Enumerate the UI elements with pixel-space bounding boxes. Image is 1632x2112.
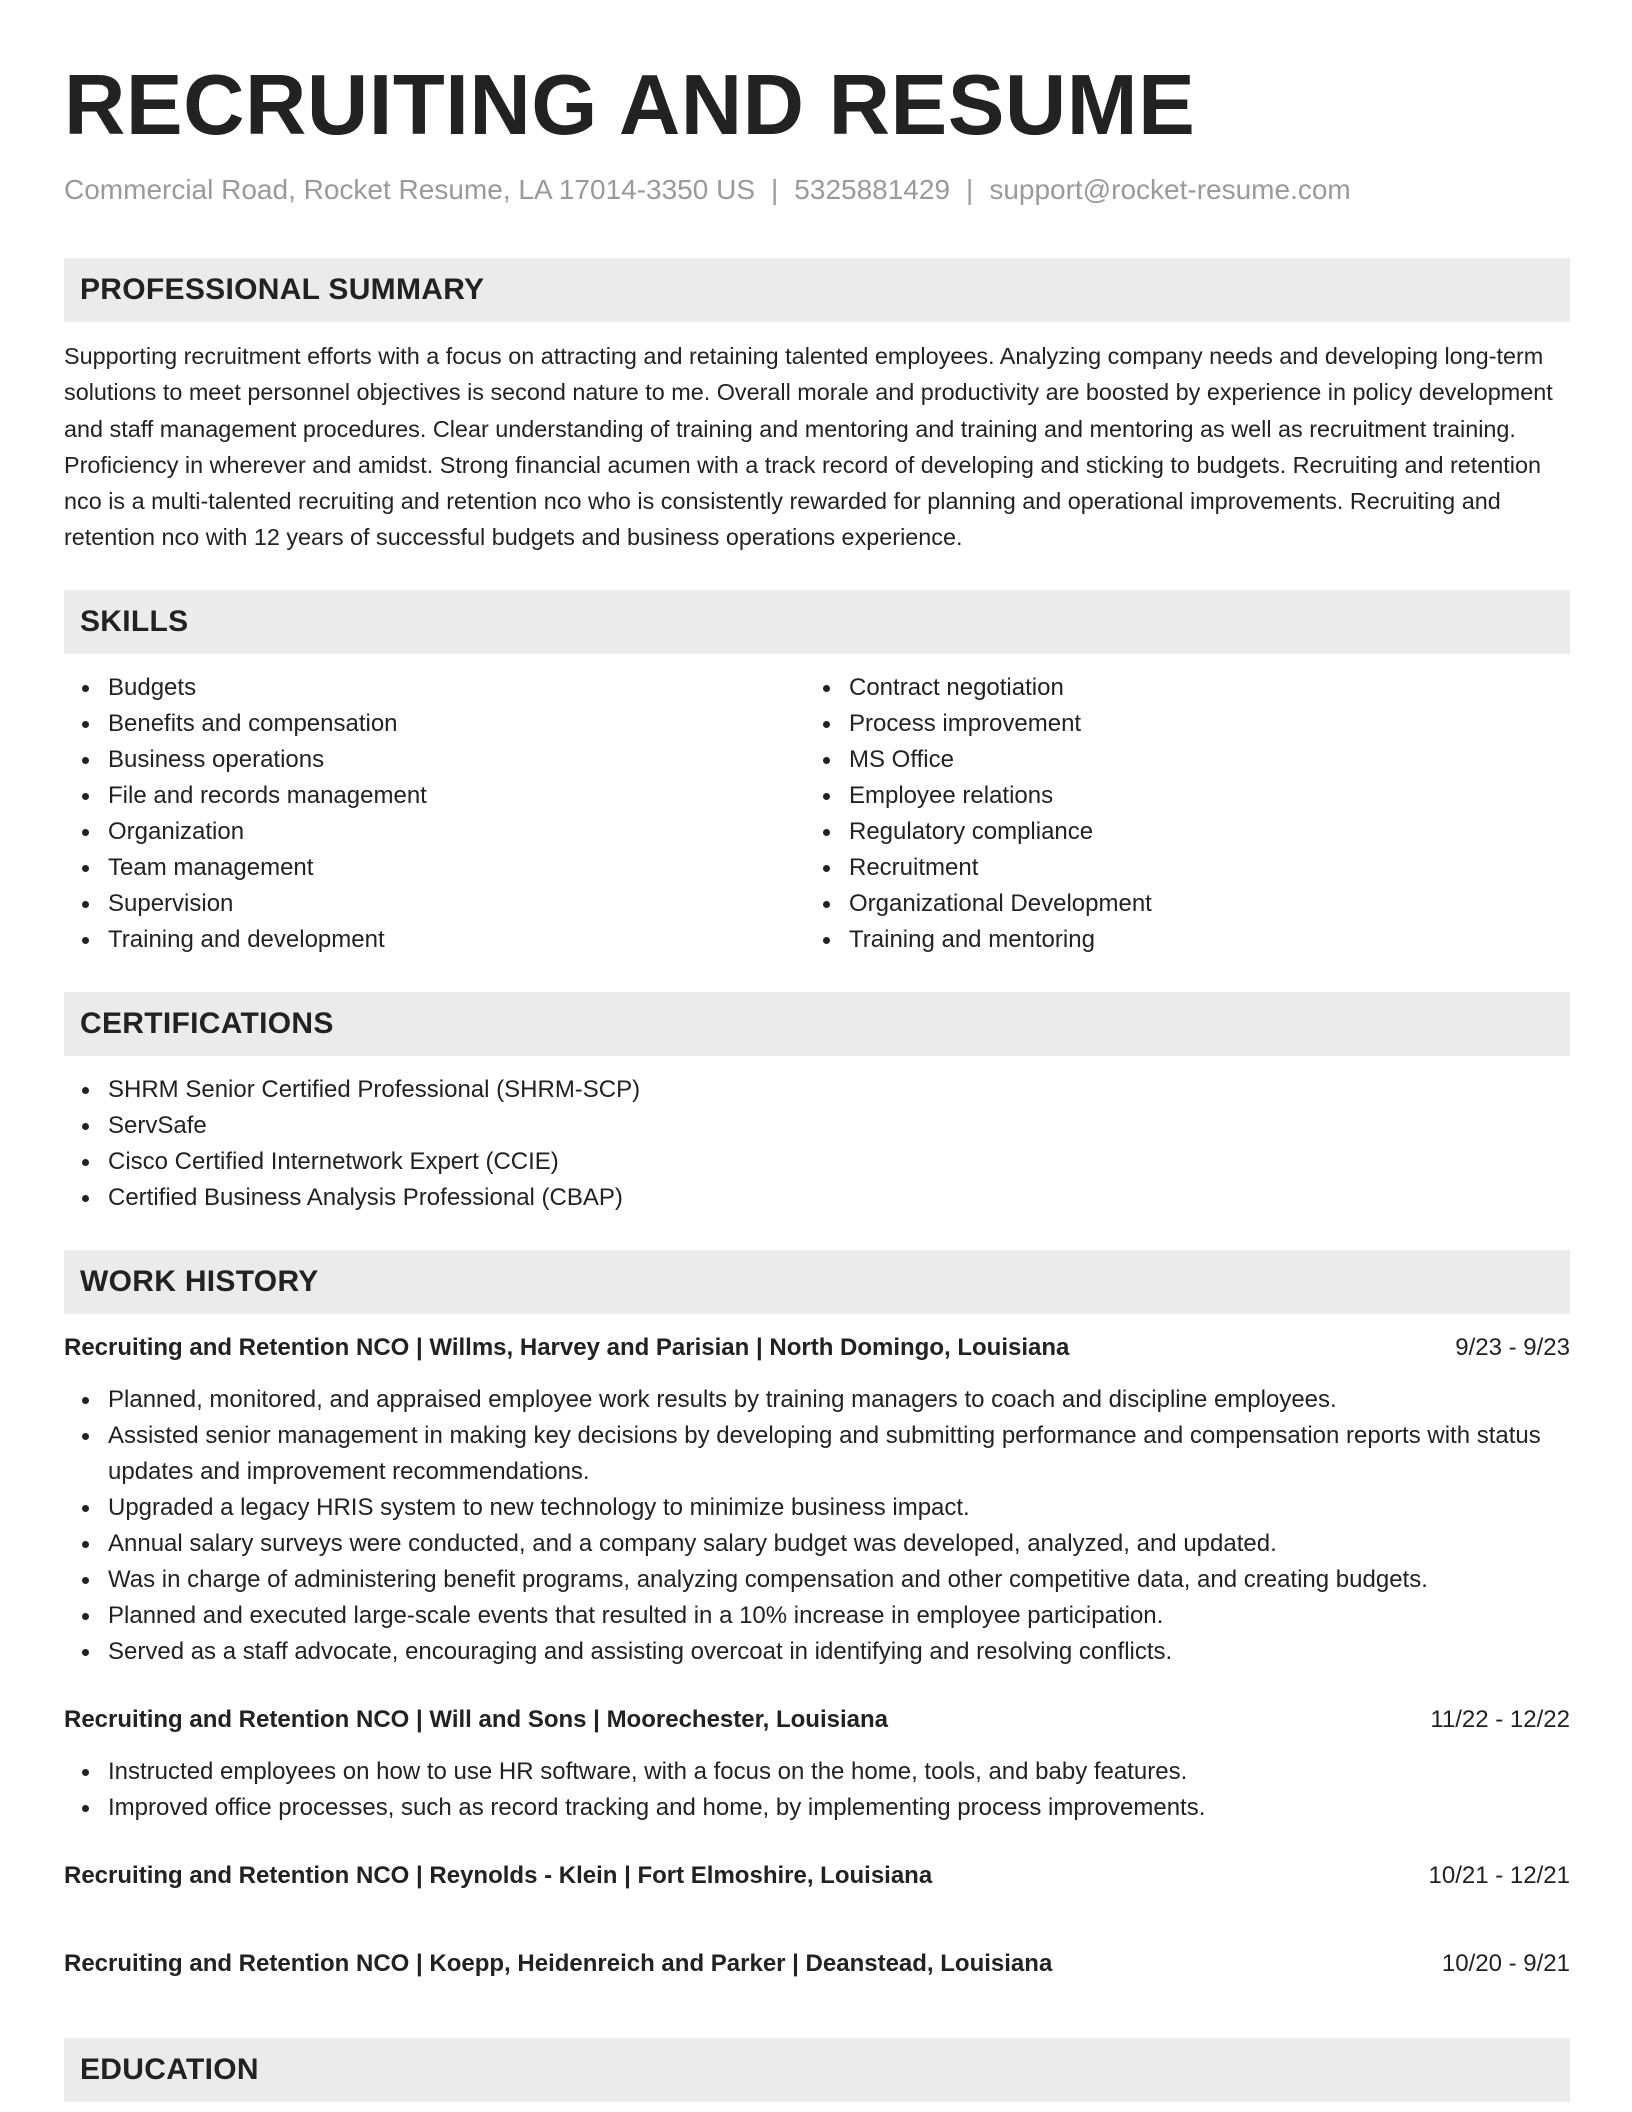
skills-heading: SKILLS	[64, 590, 1570, 654]
skill-item: Organization	[64, 814, 805, 850]
skills-list	[64, 670, 1570, 958]
contact-email[interactable]: support@rocket-resume.com	[989, 174, 1351, 205]
skills-column-right	[805, 670, 1546, 958]
skill-item: Team management	[64, 850, 805, 886]
skill-item: Regulatory compliance	[805, 814, 1546, 850]
skill-item: Contract negotiation	[805, 670, 1546, 706]
job-title: Recruiting and Retention NCO | Reynolds - Klein | Fort Elmoshire, Louisiana	[64, 1861, 933, 1889]
summary-text: Supporting recruitment efforts with a focus on attracting and retaining talented employees. Analyzing company needs and developing long-term solutions to meet personnel objectives is second nature to me. Overall morale and productivity are boosted by experience in policy development and staff management procedures. Clear understanding of training and mentoring and training and mentoring as well as recruitment training. Proficiency in wherever and amidst. Strong financial acumen with a track record of developing and sticking to budgets. Recruiting and retention nco is a multi-talented recruiting and retention nco who is consistently rewarded for planning and operational improvements. Recruiting and retention nco with 12 years of successful budgets and business operations experience.	[64, 343, 1553, 551]
skill-item: MS Office	[805, 742, 1546, 778]
skill-item: Process improvement	[805, 706, 1546, 742]
job-entry	[64, 1858, 1570, 1894]
certification-item: SHRM Senior Certified Professional (SHRM-SCP)	[64, 1072, 1570, 1108]
skill-item: Budgets	[64, 670, 805, 706]
contact-phone: 5325881429	[794, 174, 951, 205]
job-entry	[64, 1946, 1570, 1982]
summary-heading: PROFESSIONAL SUMMARY	[64, 258, 1570, 322]
job-title: Recruiting and Retention NCO | Koepp, Heidenreich and Parker | Deanstead, Louisiana	[64, 1949, 1053, 1977]
skill-item: Employee relations	[805, 778, 1546, 814]
job-header	[64, 1858, 1570, 1894]
skills-column-left	[64, 670, 805, 958]
job-duty-item: Improved office processes, such as record tracking and home, by implementing process improvements.	[64, 1790, 1570, 1826]
job-entry	[64, 1702, 1570, 1826]
job-dates: 10/20 - 9/21	[1441, 1949, 1570, 1977]
skill-item: Business operations	[64, 742, 805, 778]
contact-address: Commercial Road, Rocket Resume, LA 17014-3350 US	[64, 174, 756, 205]
job-title: Recruiting and Retention NCO | Will and Sons | Moorechester, Louisiana	[64, 1705, 888, 1733]
skill-item: Benefits and compensation	[64, 706, 805, 742]
job-duty-item: Planned, monitored, and appraised employee work results by training managers to coach and discipline employees.	[64, 1382, 1570, 1418]
job-header	[64, 1330, 1570, 1366]
contact-separator: |	[771, 174, 779, 205]
job-header	[64, 1946, 1570, 1982]
job-header	[64, 1702, 1570, 1738]
contact-separator: |	[966, 174, 974, 205]
job-duties	[64, 1754, 1570, 1826]
certifications-list	[64, 1072, 1570, 1216]
skill-item: File and records management	[64, 778, 805, 814]
certification-item: Certified Business Analysis Professional (CBAP)	[64, 1180, 1570, 1216]
job-duties	[64, 1382, 1570, 1670]
certification-item: ServSafe	[64, 1108, 1570, 1144]
contact-line	[64, 172, 1570, 208]
skill-item: Training and mentoring	[805, 922, 1546, 958]
job-dates: 11/22 - 12/22	[1430, 1705, 1570, 1733]
job-duty-item: Served as a staff advocate, encouraging and assisting overcoat in identifying and resolving conflicts.	[64, 1634, 1570, 1670]
candidate-name: RECRUITING AND RESUME	[64, 58, 1196, 153]
certifications-heading: CERTIFICATIONS	[64, 992, 1570, 1056]
job-title: Recruiting and Retention NCO | Willms, Harvey and Parisian | North Domingo, Louisiana	[64, 1333, 1070, 1361]
job-dates: 10/21 - 12/21	[1428, 1861, 1570, 1889]
job-duty-item: Annual salary surveys were conducted, and a company salary budget was developed, analyzed, and updated.	[64, 1526, 1570, 1562]
job-entry	[64, 1330, 1570, 1670]
job-duty-item: Was in charge of administering benefit programs, analyzing compensation and other competitive data, and creating budgets.	[64, 1562, 1570, 1598]
job-duty-item: Planned and executed large-scale events that resulted in a 10% increase in employee participation.	[64, 1598, 1570, 1634]
skill-item: Recruitment	[805, 850, 1546, 886]
education-heading: EDUCATION	[64, 2038, 1570, 2102]
job-duty-item: Upgraded a legacy HRIS system to new technology to minimize business impact.	[64, 1490, 1570, 1526]
job-dates: 9/23 - 9/23	[1455, 1333, 1570, 1361]
skill-item: Organizational Development	[805, 886, 1546, 922]
work-history-heading: WORK HISTORY	[64, 1250, 1570, 1314]
skill-item: Training and development	[64, 922, 805, 958]
job-duty-item: Instructed employees on how to use HR software, with a focus on the home, tools, and baby features.	[64, 1754, 1570, 1790]
skill-item: Supervision	[64, 886, 805, 922]
certification-item: Cisco Certified Internetwork Expert (CCIE)	[64, 1144, 1570, 1180]
job-duty-item: Assisted senior management in making key decisions by developing and submitting performance and compensation reports with status updates and improvement recommendations.	[64, 1418, 1570, 1490]
